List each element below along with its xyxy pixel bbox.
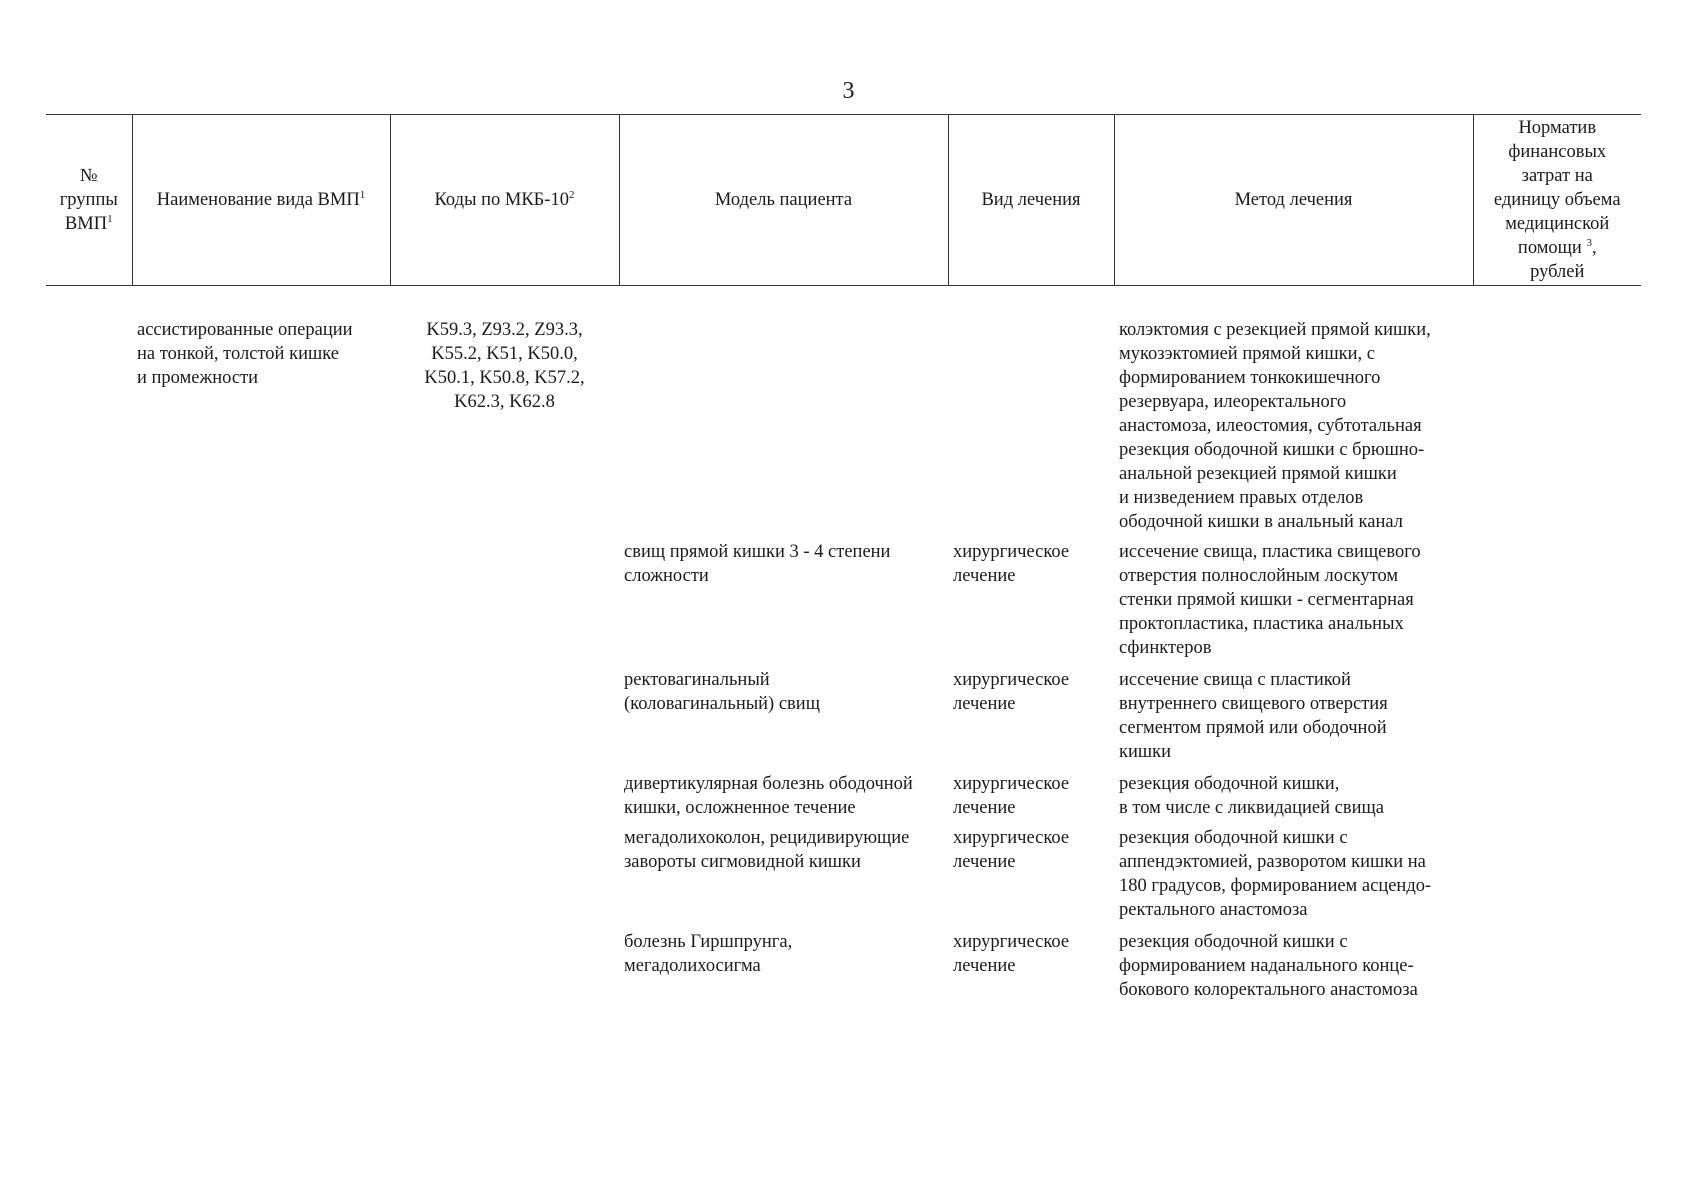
cell-treatment-method: резекция ободочной кишки, в том числе с ликвидацией свища bbox=[1119, 774, 1384, 818]
cell-treatment-method: резекция ободочной кишки с формированием наданального конце- бокового колоректального анастомоза bbox=[1119, 932, 1418, 1000]
header-group-no: № группы ВМП$^1$ bbox=[46, 115, 132, 286]
header-treatment-method: Метод лечения bbox=[1114, 115, 1473, 286]
cell-patient-model: дивертикулярная болезнь ободочной кишки, осложненное течение bbox=[624, 774, 913, 818]
header-patient-model: Модель пациента bbox=[619, 115, 948, 286]
vmp-table bbox=[46, 114, 1641, 1002]
cell-patient-model: свищ прямой кишки 3 - 4 степени сложности bbox=[624, 542, 891, 586]
cell-icd-codes: K59.3, Z93.2, Z93.3, K55.2, K51, K50.0, K50.1, K50.8, K57.2, K62.3, K62.8 bbox=[424, 320, 585, 412]
cell-treatment-type: хирургическое лечение bbox=[953, 774, 1070, 818]
cell-treatment-type: хирургическое лечение bbox=[953, 828, 1070, 872]
cell-treatment-method: иссечение свища с пластикой внутреннего свищевого отверстия сегментом прямой или ободочной кишки bbox=[1119, 670, 1388, 762]
cell-treatment-method: иссечение свища, пластика свищевого отверстия полнослойным лоскутом стенки прямой кишки - сегментарная проктопластика, пластика анальных сфинктеров bbox=[1119, 542, 1421, 658]
cell-patient-model: болезнь Гиршпрунга, мегадолихосигма bbox=[624, 932, 793, 976]
header-icd-codes: Коды по МКБ-$10^2$ bbox=[390, 115, 619, 286]
header-treatment-type: Вид лечения bbox=[948, 115, 1114, 286]
page-number: 3 bbox=[842, 78, 855, 104]
cell-group-no bbox=[46, 286, 132, 1003]
cell-treatment-method: резекция ободочной кишки с аппендэктомией, разворотом кишки на 180 градусов, формированием асцендо- ректального анастомоза bbox=[1119, 828, 1432, 920]
cell-patient-model bbox=[619, 286, 948, 535]
cell-treatment-type bbox=[948, 286, 1114, 535]
header-financial-norm: Норматив финансовых затрат на единицу объема медицинской помощи $^3$, рублей bbox=[1473, 115, 1641, 286]
table-header-row bbox=[46, 115, 1641, 286]
cell-vmp-name: ассистированные операции на тонкой, толстой кишке и промежности bbox=[137, 320, 353, 388]
header-name: Наименование вида ВМП$^1$ bbox=[132, 115, 390, 286]
cell-treatment-method: колэктомия с резекцией прямой кишки, мукозэктомией прямой кишки, с формированием тонкокишечного резервуара, илеоректального анастомоза, илеостомия, субтотальная резекция ободочной кишки с брюшно- анальной резекцией прямой кишки и низведением правых отделов ободочной кишки в анальный канал bbox=[1119, 320, 1431, 532]
table-row bbox=[46, 286, 1641, 535]
cell-patient-model: мегадолихоколон, рецидивирующие завороты сигмовидной кишки bbox=[624, 828, 910, 872]
cell-patient-model: ректовагинальный (коловагинальный) свищ bbox=[624, 670, 820, 714]
cell-treatment-type: хирургическое лечение bbox=[953, 542, 1070, 586]
cell-financial-norm bbox=[1473, 286, 1641, 1003]
cell-treatment-type: хирургическое лечение bbox=[953, 932, 1070, 976]
cell-treatment-type: хирургическое лечение bbox=[953, 670, 1070, 714]
